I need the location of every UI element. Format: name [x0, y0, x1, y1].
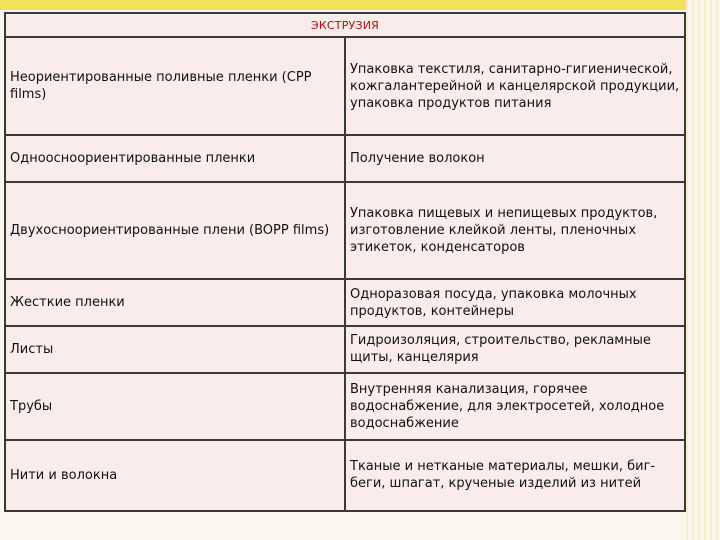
table-title: ЭКСТРУЗИЯ — [5, 13, 685, 37]
application-cell: Упаковка текстиля, санитарно-гигиенической, кожгалантерейной и канцелярской продукции, упаковка продуктов питания — [345, 37, 685, 135]
slide-decoration — [686, 0, 720, 540]
application-cell: Внутренняя канализация, горячее водоснабжение, для электросетей, холодное водоснабжение — [345, 373, 685, 440]
application-cell: Тканые и нетканые материалы, мешки, биг-беги, шпагат, крученые изделий из нитей — [345, 440, 685, 511]
table-row — [5, 279, 685, 326]
table-row — [5, 440, 685, 511]
product-type-cell: Трубы — [5, 373, 345, 440]
application-cell: Получение волокон — [345, 135, 685, 182]
table-row — [5, 373, 685, 440]
product-type-cell: Жесткие пленки — [5, 279, 345, 326]
table-header-row — [5, 13, 685, 37]
table-row — [5, 182, 685, 280]
application-cell: Одноразовая посуда, упаковка молочных продуктов, контейнеры — [345, 279, 685, 326]
table-row — [5, 326, 685, 373]
product-type-cell: Нити и волокна — [5, 440, 345, 511]
product-type-cell: Одноосноориентированные пленки — [5, 135, 345, 182]
extrusion-table — [4, 12, 686, 512]
application-cell: Гидроизоляция, строительство, рекламные щиты, канцелярия — [345, 326, 685, 373]
application-cell: Упаковка пищевых и непищевых продуктов, изготовление клейкой ленты, пленочных этикеток, конденсаторов — [345, 182, 685, 280]
table-row — [5, 37, 685, 135]
product-type-cell: Неориентированные поливные пленки (CPP films) — [5, 37, 345, 135]
product-type-cell: Листы — [5, 326, 345, 373]
table-row — [5, 135, 685, 182]
product-type-cell: Двухосноориентированные плени (BOPP films) — [5, 182, 345, 280]
